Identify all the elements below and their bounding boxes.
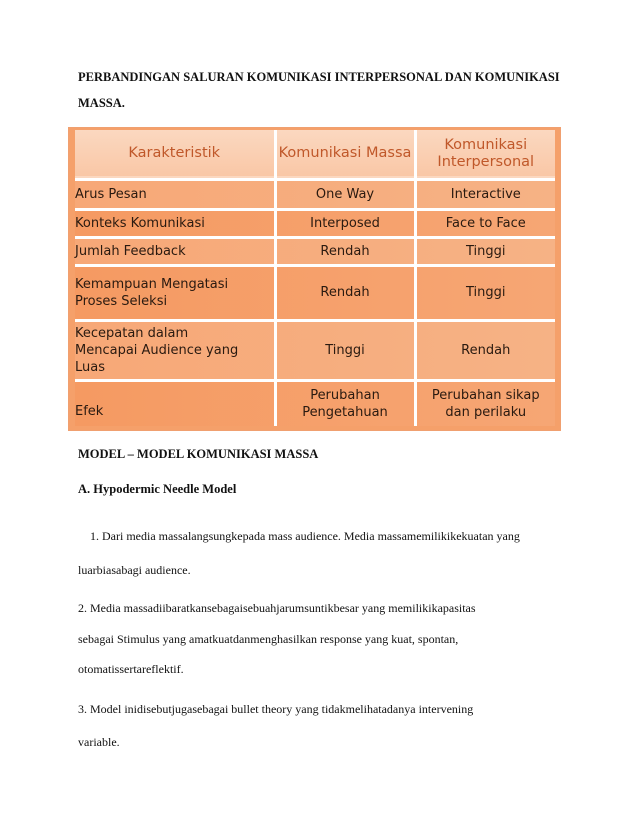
point-1-line-1: 1. Dari media massalangsungkepada mass audience. Media massamemilikikekuatan yang: [90, 529, 520, 543]
table-row: [75, 179, 555, 209]
table-cell: Perubahan Pengetahuan: [275, 380, 415, 426]
section-heading: MODEL – MODEL KOMUNIKASI MASSA: [78, 447, 319, 461]
table-cell: Tinggi: [275, 320, 415, 380]
comparison-table: [75, 130, 555, 426]
table-cell: Kemampuan Mengatasi Proses Seleksi: [75, 276, 229, 309]
point-3-line-1: 3. Model inidisebutjugasebagai bullet theory yang tidakmelihatadanya intervening: [78, 702, 474, 716]
table-cell: Konteks Komunikasi: [75, 215, 205, 231]
point-2-line-1: 2. Media massadiibaratkansebagaisebuahjarumsuntikbesar yang memilikikapasitas: [78, 601, 476, 615]
table-row: [75, 237, 555, 265]
table-row: [75, 380, 555, 426]
header-komunikasi-interpersonal: Komunikasi Interpersonal: [415, 130, 555, 179]
table-row: [75, 265, 555, 320]
comparison-table-image: [68, 127, 561, 431]
point-2-line-3: otomatissertareflektif.: [78, 662, 184, 676]
table-cell: Interposed: [275, 209, 415, 237]
point-1-line-2: luarbiasabagi audience.: [78, 563, 191, 577]
header-karakteristik: Karakteristik: [128, 145, 221, 162]
table-cell: Face to Face: [415, 209, 555, 237]
point-2-line-2: sebagai Stimulus yang amatkuatdanmenghasilkan response yang kuat, spontan,: [78, 632, 459, 646]
table-cell: Jumlah Feedback: [75, 243, 186, 259]
page-title: PERBANDINGAN SALURAN KOMUNIKASI INTERPERSONAL DAN KOMUNIKASI MASSA.: [78, 70, 560, 110]
table-row: [75, 320, 555, 380]
table-cell: Tinggi: [415, 265, 555, 320]
header-komunikasi-massa: Komunikasi Massa: [275, 130, 415, 179]
table-cell: Arus Pesan: [75, 186, 147, 202]
table-cell: Interactive: [415, 179, 555, 209]
table-cell: Rendah: [275, 265, 415, 320]
table-header-row: [75, 130, 555, 179]
table-cell: Tinggi: [415, 237, 555, 265]
table-cell: Efek: [75, 404, 104, 419]
table-cell: One Way: [275, 179, 415, 209]
table-cell: Perubahan sikap dan perilaku: [415, 380, 555, 426]
table-cell: Rendah: [415, 320, 555, 380]
subheading: A. Hypodermic Needle Model: [78, 482, 237, 496]
point-3-line-2: variable.: [78, 735, 120, 749]
table-cell: Rendah: [275, 237, 415, 265]
table-cell: Kecepatan dalam Mencapai Audience yang Luas: [75, 325, 239, 375]
table-row: [75, 209, 555, 237]
